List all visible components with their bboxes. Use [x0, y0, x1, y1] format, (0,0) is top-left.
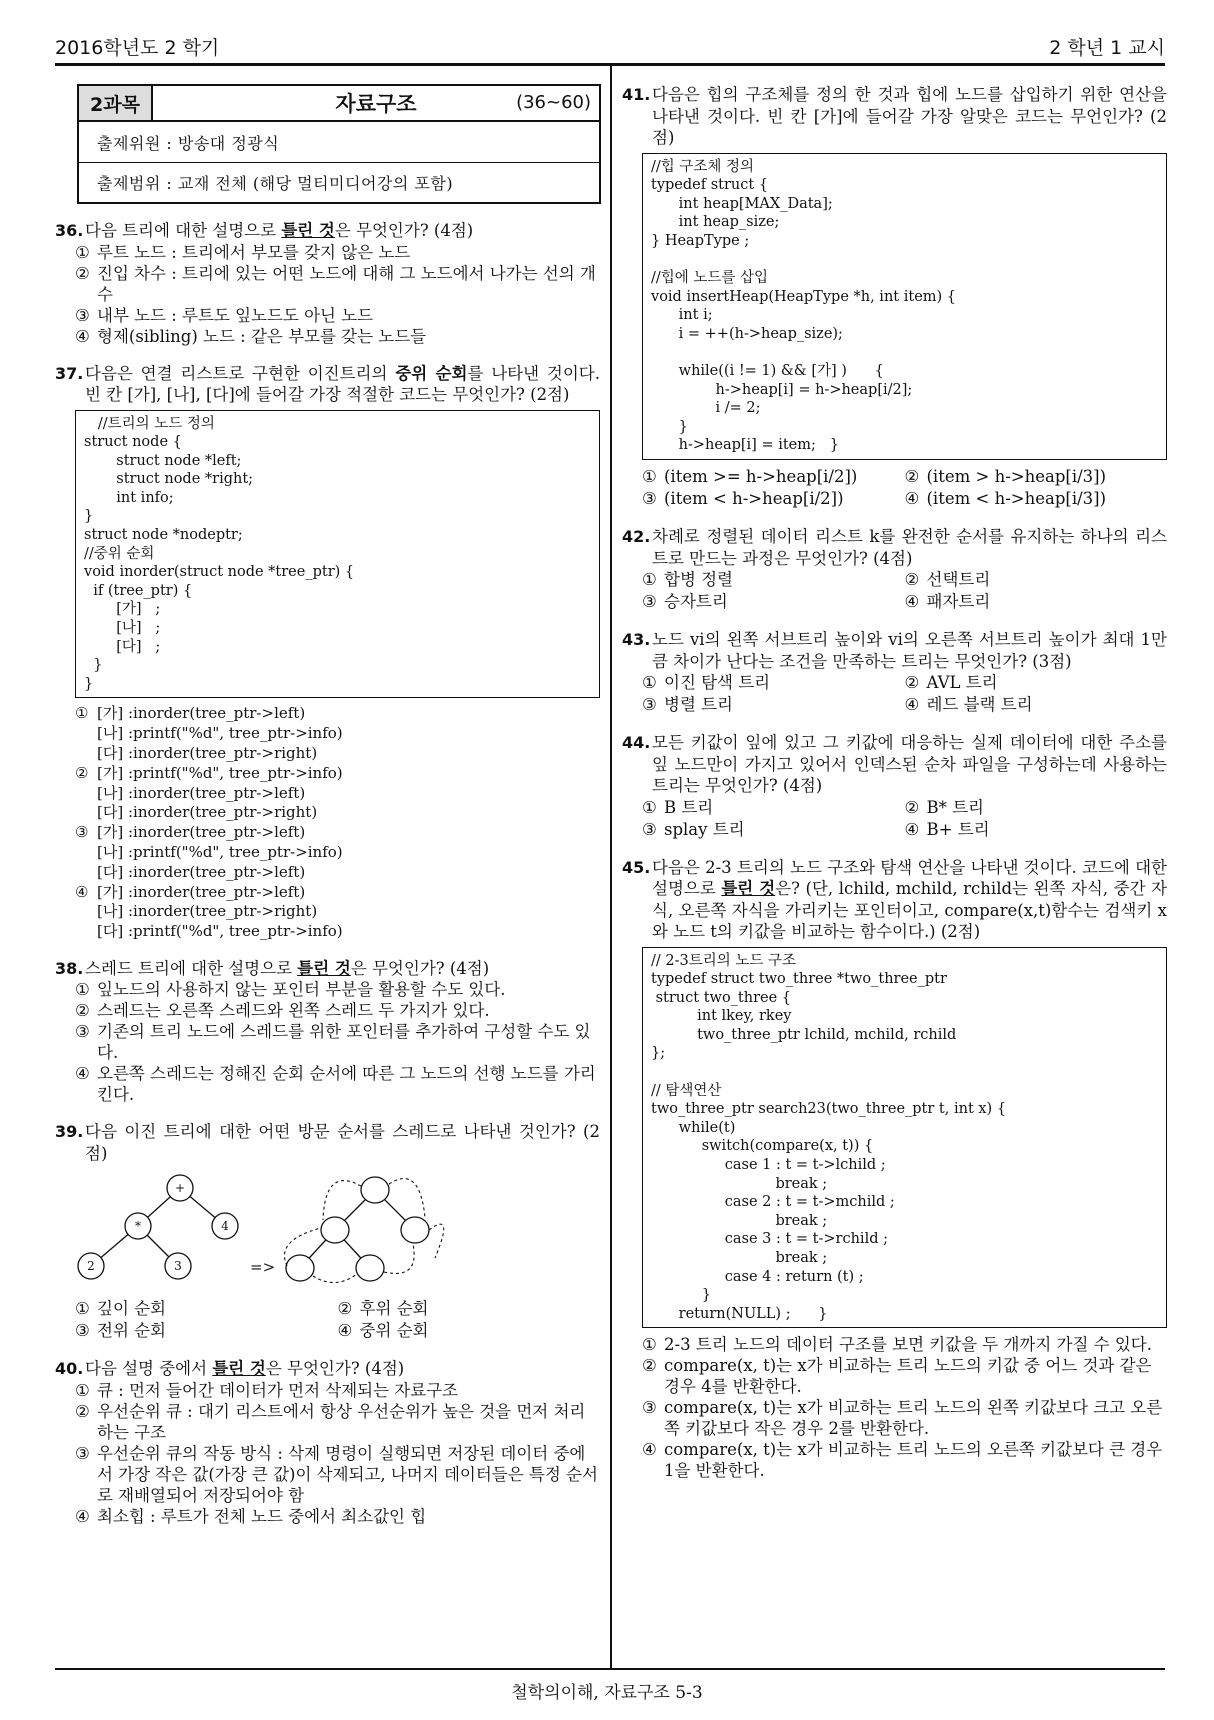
options: ① [가] :inorder(tree_ptr->left) [나] :printf("%d", tree_ptr->info) [다] :inorder(tree_ptr->right) ② [가] :printf("%d", tree_ptr->info) [나] :inorder(tree_ptr->left) [다] :inorder(tree_ptr->right) ③ [가] :inorder(tree_ptr->left) [나] :printf("%d", tree_ptr->info) [다] :inorder(tree_ptr->left) ④ [가] :inorder(tree_ptr->left) [나] :inorder(tree_ptr->right) [다] :printf("%d", tree_ptr->info): [55, 704, 600, 942]
tree-label-mul: *: [135, 1219, 141, 1234]
question-44: 44. 모든 키값이 잎에 있고 그 키값에 대응하는 실제 데이터에 대한 주소를 잎 노드만이 가지고 있어서 인덱스된 순차 파일을 구성하는데 사용하는 트리는 무엇인가? (4점) ① B 트리 ② B* 트리 ③ splay 트리 ④ B+ 트리: [622, 733, 1167, 839]
question-number: 45.: [622, 857, 651, 877]
option-3[interactable]: ③ 전위 순회: [75, 1321, 167, 1341]
option-1[interactable]: ① 이진 탐색 트리: [642, 673, 771, 692]
tree-figure: [75, 1170, 600, 1296]
question-43: 43. 노드 vi의 왼쪽 서브트리 높이와 vi의 오른쪽 서브트리 높이가 최대 1만큼 차이가 난다는 조건을 만족하는 트리는 무엇인가? (3점) ① 이진 탐색 트리 ② AVL 트리 ③ 병렬 트리 ④ 레드 블랙 트리: [622, 630, 1167, 714]
code-block: //힙 구조체 정의 typedef struct { int heap[MAX_Data]; int heap_size; } HeapType ; //힙에 노드를 삽입 void insertHeap(HeapType *h, int item) { int i; i = ++(h->heap_size); while((i != 1) && [가] ) { h->heap[i] = h->heap[i/2]; i /= 2; } h->heap[i] = item; }: [642, 153, 1167, 461]
header-period: 2 학년 1 교시: [1049, 37, 1165, 59]
option-4[interactable]: ④ B+ 트리: [904, 819, 990, 839]
options: [622, 672, 1167, 716]
subject-code: 2과목: [79, 86, 153, 120]
option-2[interactable]: ② 후위 순회: [337, 1299, 429, 1319]
option-3[interactable]: ③ 내부 노드 : 루트도 잎노드도 아닌 노드: [75, 305, 374, 325]
emphasis: 틀린 것: [721, 879, 776, 898]
option-3[interactable]: ③ [가] :inorder(tree_ptr->left): [75, 823, 306, 842]
left-column: [55, 84, 600, 1543]
footer-rule: [55, 1668, 1165, 1670]
page-footer: 철학의이해, 자료구조 5-3: [511, 1683, 703, 1703]
option-2[interactable]: ② compare(x, t)는 x가 비교하는 트리 노드의 키값 중 어느 것과 같은 경우 4를 반환한다.: [642, 1356, 1152, 1397]
question-number: 43.: [622, 630, 651, 649]
option-3[interactable]: ③ 승자트리: [642, 592, 728, 611]
option-2[interactable]: ② AVL 트리: [904, 673, 998, 692]
option-3[interactable]: ③ 우선순위 큐의 작동 방식 : 삭제 명령이 실행되면 저장된 데이터 중에서 가장 작은 값(가장 큰 값)이 삭제되고, 나머지 데이터들은 특정 순서로 재배열되어 저장되어야 함: [75, 1443, 598, 1505]
question-number: 44.: [622, 733, 651, 752]
option-3[interactable]: ③ 병렬 트리: [642, 695, 734, 714]
code-block: //트리의 노드 정의 struct node { struct node *left; struct node *right; int info; } struct node *nodeptr; //중위 순회 void inorder(struct node *tree_ptr) { if (tree_ptr) { [가] ; [나] ; [다] ; } }: [75, 410, 600, 699]
tree-label-3: 3: [174, 1259, 182, 1274]
header-semester: 2016학년도 2 학기: [55, 37, 220, 59]
subject-author: 출제위원 : 방송대 정광식: [97, 133, 280, 153]
question-38: 38. 스레드 트리에 대한 설명으로 틀린 것은 무엇인가? (4점) ① 잎노드의 사용하지 않는 포인터 부분을 활용할 수도 있다. ② 스레드는 오른쪽 스레드와 왼쪽 스레드 두 가지가 있다. ③ 기존의 트리 노드에 스레드를 위한 포인터를 추가하여 구성할 수도 있다. ④ 오른쪽 스레드는 정해진 순회 순서에 따른 그 노드의 선행 노드를 가리킨다.: [55, 958, 600, 1106]
question-number: 40.: [55, 1359, 84, 1379]
question-36: 36. 다음 트리에 대한 설명으로 틀린 것은 무엇인가? (4점) ① 루트 노드 : 트리에서 부모를 갖지 않은 노드 ② 진입 차수 : 트리에 있는 어떤 노드에 대해 그 노드에서 나가는 선의 개수 ③ 내부 노드 : 루트도 잎노드도 아닌 노드 ④ 형제(sibling) 노드 : 같은 부모를 갖는 노드들: [55, 220, 600, 347]
option-4[interactable]: ④ 오른쪽 스레드는 정해진 순회 순서에 따른 그 노드의 선행 노드를 가리킨다.: [75, 1064, 596, 1105]
option-4[interactable]: ④ [가] :inorder(tree_ptr->left): [75, 882, 306, 901]
option-2[interactable]: ② (item > h->heap[i/3]): [904, 467, 1107, 486]
emphasis: 틀린 것: [212, 1359, 266, 1379]
option-3[interactable]: ③ splay 트리: [642, 819, 745, 839]
emphasis: 틀린 것: [281, 221, 335, 240]
options: [622, 569, 1167, 613]
option-4[interactable]: ④ compare(x, t)는 x가 비교하는 트리 노드의 오른쪽 키값보다 큰 경우 1을 반환한다.: [642, 1440, 1163, 1481]
question-40: 40. 다음 설명 중에서 틀린 것은 무엇인가? (4점) ① 큐 : 먼저 들어간 데이터가 먼저 삭제되는 자료구조 ② 우선순위 큐 : 대기 리스트에서 항상 우선순위가 높은 것을 먼저 처리하는 구조 ③ 우선순위 큐의 작동 방식 : 삭제 명령이 실행되면 저장된 데이터 중에서 가장 작은 값(가장 큰 값)이 삭제되고, 나머지 데이터들은 특정 순서로 재배열되어 저장되어야 함 ④ 최소힙 : 루트가 전체 노드 중에서 최소값인 힙: [55, 1358, 600, 1527]
option-2[interactable]: ② 스레드는 오른쪽 스레드와 왼쪽 스레드 두 가지가 있다.: [75, 1001, 490, 1021]
question-39: 39. 다음 이진 트리에 대한 어떤 방문 순서를 스레드로 나타낸 것인가? (2점) + * 4 2 3 => ① 깊이 순회 ② 후위 순회 ③ 전위 순회 ④ 중위 순회: [55, 1122, 600, 1341]
option-4[interactable]: ④ 레드 블랙 트리: [904, 695, 1033, 714]
question-45: 45. 다음은 2-3 트리의 노드 구조와 탐색 연산을 나타낸 것이다. 코드에 대한 설명으로 틀린 것은? (단, lchild, mchild, rchild는 왼쪽 자식, 중간 자식, 오른쪽 자식을 가리키는 포인터이고, compare(x,t)함수는 검색키 x와 노드 t의 키값을 비교하는 함수이다.) (2점) // 2-3트리의 노드 구조 typedef struct two_three *two_three_ptr struct two_three { int lkey, rkey two_three_ptr lchild, mchild, rchild }; // 탐색연산 two_three_ptr search23(two_three_ptr t, int x) { while(t) switch(compare(x, t)) { case 1 : t = t->lchild ; break ; case 2 : t = t->mchild ; break ; case 3 : t = t->rchild ; break ; case 4 : return (t) ; } return(NULL) ; } ① 2-3 트리 노드의 데이터 구조를 보면 키값을 두 개까지 가질 수 있다. ② compare(x, t)는 x가 비교하는 트리 노드의 키값 중 어느 것과 같은 경우 4를 반환한다. ③ compare(x, t)는 x가 비교하는 트리 노드의 왼쪽 키값보다 크고 오른쪽 키값보다 작은 경우 2를 반환한다. ④ compare(x, t)는 x가 비교하는 트리 노드의 오른쪽 키값보다 큰 경우 1을 반환한다.: [622, 857, 1167, 1481]
subject-box: [77, 84, 601, 204]
option-2[interactable]: ② B* 트리: [904, 797, 984, 817]
question-37: 37. 다음은 연결 리스트로 구현한 이진트리의 중위 순회를 나타낸 것이다. 빈 칸 [가], [나], [다]에 들어갈 가장 적절한 코드는 무엇인가? (2점) //트리의 노드 정의 struct node { struct node *left; struct node *right; int info; } struct node *nodeptr; //중위 순회 void inorder(struct node *tree_ptr) { if (tree_ptr) { [가] ; [나] ; [다] ; } } ① [가] :inorder(tree_ptr->left) [나] :printf("%d", tree_ptr->info) [다] :inorder(tree_ptr->right) ② [가] :printf("%d", tree_ptr->info) [나] :inorder(tree_ptr->left) [다] :inorder(tree_ptr->right) ③ [가] :inorder(tree_ptr->left) [나] :printf("%d", tree_ptr->info) [다] :inorder(tree_ptr->left) ④ [가] :inorder(tree_ptr->left) [나] :inorder(tree_ptr->right) [다] :printf("%d", tree_ptr->info): [55, 363, 600, 941]
code-block: // 2-3트리의 노드 구조 typedef struct two_three *two_three_ptr struct two_three { int lkey, rkey two_three_ptr lchild, mchild, rchild }; // 탐색연산 two_three_ptr search23(two_three_ptr t, int x) { while(t) switch(compare(x, t)) { case 1 : t = t->lchild ; break ; case 2 : t = t->mchild ; break ; case 3 : t = t->rchild ; break ; case 4 : return (t) ; } return(NULL) ; }: [642, 947, 1167, 1329]
option-2[interactable]: ② [가] :printf("%d", tree_ptr->info): [75, 763, 343, 782]
emphasis: 중위 순회: [395, 363, 468, 383]
option-1[interactable]: ① 깊이 순회: [75, 1299, 167, 1319]
emphasis: 틀린 것: [297, 958, 351, 978]
option-4[interactable]: ④ 패자트리: [904, 592, 991, 611]
tree-label-4: 4: [221, 1219, 229, 1234]
question-number: 37.: [55, 363, 84, 383]
option-3[interactable]: ③ 기존의 트리 노드에 스레드를 위한 포인터를 추가하여 구성할 수도 있다.: [75, 1022, 591, 1063]
option-2[interactable]: ② 진입 차수 : 트리에 있는 어떤 노드에 대해 그 노드에서 나가는 선의 개수: [75, 263, 596, 304]
subject-title: 자료구조: [335, 92, 417, 116]
option-1[interactable]: ① (item >= h->heap[i/2]): [642, 467, 858, 486]
column-divider: [610, 66, 612, 1668]
right-column: [622, 84, 1167, 1497]
option-2[interactable]: ② 우선순위 큐 : 대기 리스트에서 항상 우선순위가 높은 것을 먼저 처리하는 구조: [75, 1401, 586, 1442]
option-1[interactable]: ① 합병 정렬: [642, 570, 734, 589]
question-number: 38.: [55, 958, 84, 978]
subject-range: (36~60): [516, 92, 591, 113]
arrow-label: =>: [250, 1258, 276, 1277]
question-number: 41.: [622, 85, 651, 104]
option-4[interactable]: ④ 중위 순회: [337, 1321, 429, 1341]
option-1[interactable]: ① 큐 : 먼저 들어간 데이터가 먼저 삭제되는 자료구조: [75, 1380, 459, 1400]
option-1[interactable]: ① 잎노드의 사용하지 않는 포인터 부분을 활용할 수도 있다.: [75, 980, 506, 1000]
tree-label-plus: +: [174, 1181, 186, 1196]
tree-label-2: 2: [87, 1259, 95, 1274]
option-4[interactable]: ④ (item < h->heap[i/3]): [904, 489, 1107, 508]
option-1[interactable]: ① 2-3 트리 노드의 데이터 구조를 보면 키값을 두 개까지 가질 수 있다.: [642, 1335, 1152, 1355]
option-1[interactable]: ① B 트리: [642, 797, 714, 817]
question-42: 42. 차례로 정렬된 데이터 리스트 k를 완전한 순서를 유지하는 하나의 리스트로 만드는 과정은 무엇인가? (4점) ① 합병 정렬 ② 선택트리 ③ 승자트리 ④ 패자트리: [622, 527, 1167, 611]
option-1[interactable]: ① 루트 노드 : 트리에서 부모를 갖지 않은 노드: [75, 242, 411, 262]
question-41: 41. 다음은 힙의 구조체를 정의 한 것과 힙에 노드를 삽입하기 위한 연산을 나타낸 것이다. 빈 칸 [가]에 들어갈 가장 알맞은 코드는 무언인가? (2점) //힙 구조체 정의 typedef struct { int heap[MAX_Data]; int heap_size; } HeapType ; //힙에 노드를 삽입 void insertHeap(HeapType *h, int item) { int i; i = ++(h->heap_size); while((i != 1) && [가] ) { h->heap[i] = h->heap[i/2]; i /= 2; } h->heap[i] = item; } ① (item >= h->heap[i/2]) ② (item > h->heap[i/3]) ③ (item < h->heap[i/2]) ④ (item < h->heap[i/3]): [622, 85, 1167, 508]
option-2[interactable]: ② 선택트리: [904, 570, 991, 589]
options: [55, 1298, 600, 1342]
question-number: 39.: [55, 1122, 84, 1142]
option-3[interactable]: ③ compare(x, t)는 x가 비교하는 트리 노드의 왼쪽 키값보다 크고 오른쪽 키값보다 작은 경우 2를 반환한다.: [642, 1398, 1163, 1439]
question-number: 42.: [622, 527, 651, 546]
tree-diagram: [75, 1170, 600, 1296]
page-header: [55, 33, 1165, 63]
options: [622, 797, 1167, 841]
option-4[interactable]: ④ 최소힙 : 루트가 전체 노드 중에서 최소값인 힙: [75, 1506, 427, 1526]
option-1[interactable]: ① [가] :inorder(tree_ptr->left): [75, 704, 306, 723]
subject-scope: 출제범위 : 교재 전체 (해당 멀티미디어강의 포함): [79, 162, 599, 202]
option-4[interactable]: ④ 형제(sibling) 노드 : 같은 부모를 갖는 노드들: [75, 326, 427, 346]
question-number: 36.: [55, 221, 84, 240]
option-3[interactable]: ③ (item < h->heap[i/2]): [642, 489, 844, 508]
options: [622, 466, 1167, 510]
